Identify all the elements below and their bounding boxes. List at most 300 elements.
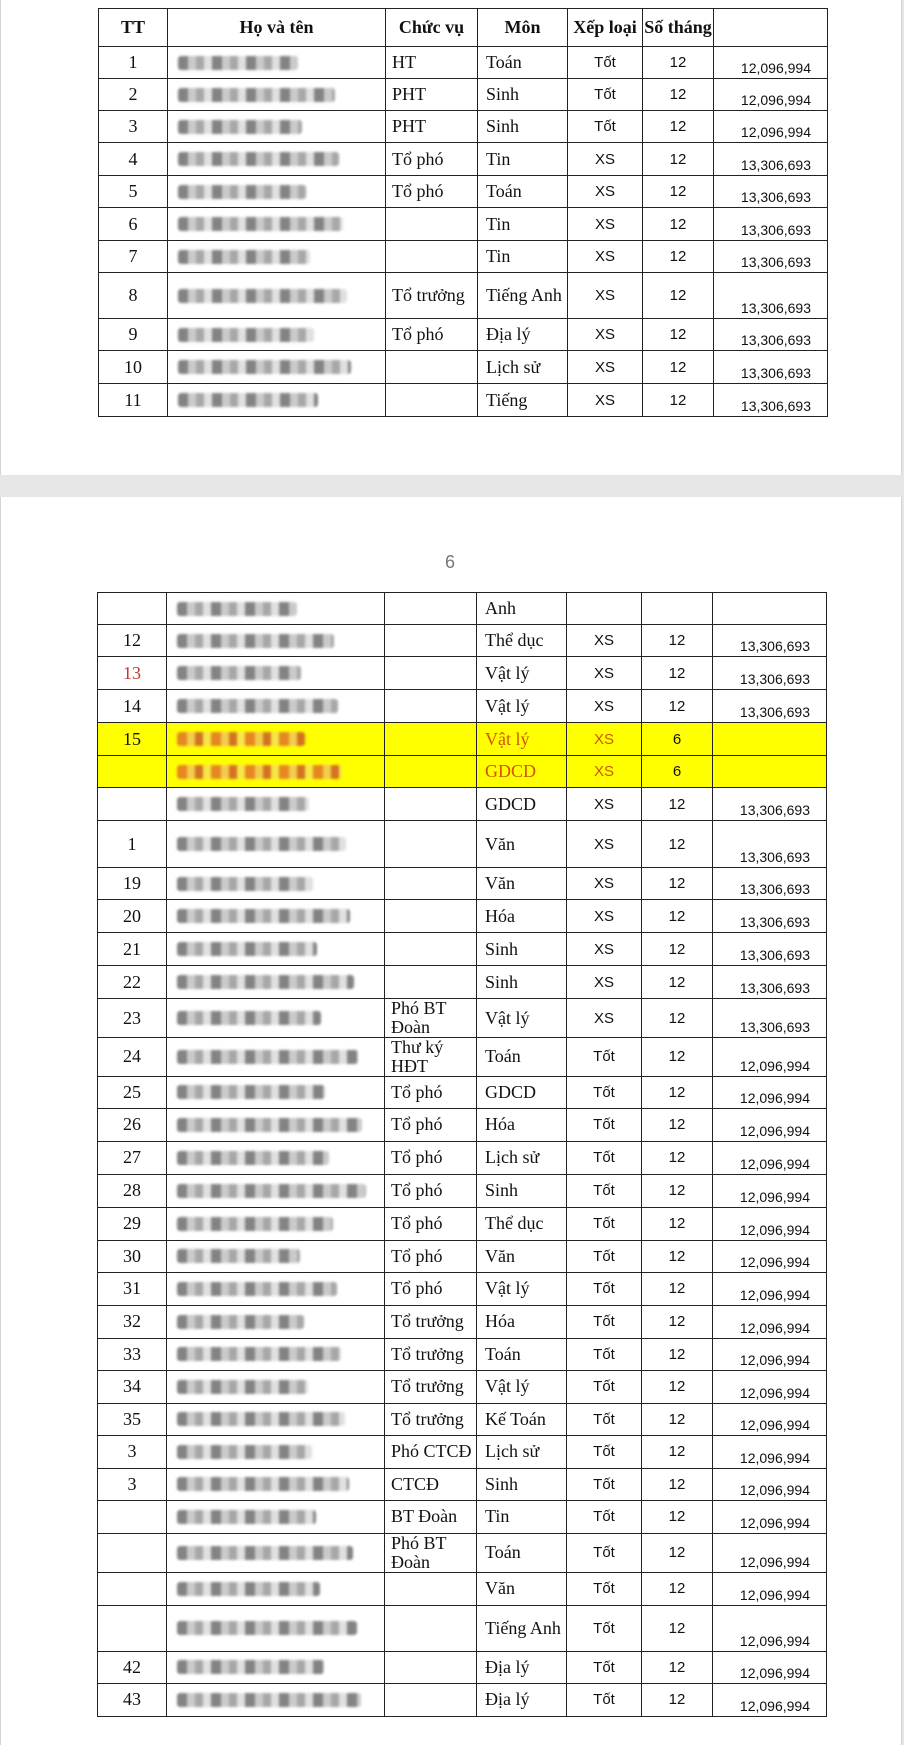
rating-cell: XS bbox=[568, 273, 643, 319]
row-number: 43 bbox=[98, 1683, 167, 1716]
amount-cell: 12,096,994 bbox=[713, 1500, 827, 1533]
rating-cell: XS bbox=[567, 756, 642, 788]
amount-cell: 12,096,994 bbox=[713, 1038, 827, 1077]
months-cell: 12 bbox=[643, 319, 714, 351]
redaction-blur bbox=[177, 1380, 308, 1394]
table-row bbox=[98, 1207, 827, 1240]
amount-cell: 13,306,693 bbox=[714, 176, 828, 208]
months-cell: 12 bbox=[642, 1683, 713, 1716]
rating-cell: Tốt bbox=[567, 1683, 642, 1716]
row-number: 20 bbox=[98, 900, 167, 933]
table-header-row bbox=[99, 9, 828, 47]
redaction-blur bbox=[177, 634, 334, 648]
amount-cell: 13,306,693 bbox=[713, 868, 827, 900]
redacted-name bbox=[168, 143, 386, 176]
table-row bbox=[98, 788, 827, 821]
table-row bbox=[98, 821, 827, 868]
amount-cell: 13,306,693 bbox=[713, 933, 827, 966]
subject-cell: Văn bbox=[477, 868, 567, 900]
position-cell: PHT bbox=[386, 111, 478, 143]
subject-cell: Tin bbox=[478, 143, 568, 176]
amount-cell: 12,096,994 bbox=[713, 1338, 827, 1370]
row-number: 10 bbox=[99, 351, 168, 384]
row-number: 1 bbox=[98, 821, 167, 868]
months-cell: 12 bbox=[642, 788, 713, 821]
redacted-name bbox=[168, 176, 386, 208]
position-cell bbox=[385, 625, 477, 657]
position-cell: BT Đoàn bbox=[385, 1500, 477, 1533]
redacted-name bbox=[167, 657, 385, 690]
subject-cell: Toán bbox=[477, 1038, 567, 1077]
months-cell: 12 bbox=[643, 351, 714, 384]
months-cell: 12 bbox=[643, 79, 714, 111]
redaction-blur bbox=[177, 1315, 304, 1329]
redacted-name bbox=[167, 625, 385, 657]
position-cell: Tổ phó bbox=[385, 1141, 477, 1174]
position-cell: Tổ trưởng bbox=[385, 1370, 477, 1403]
row-number: 6 bbox=[99, 208, 168, 241]
row-number: 35 bbox=[98, 1403, 167, 1435]
redacted-name bbox=[167, 1305, 385, 1338]
redacted-name bbox=[167, 1500, 385, 1533]
months-cell: 12 bbox=[643, 47, 714, 79]
months-cell: 12 bbox=[642, 1338, 713, 1370]
rating-cell: Tốt bbox=[567, 1338, 642, 1370]
redacted-name bbox=[167, 868, 385, 900]
subject-cell: Thể dục bbox=[477, 625, 567, 657]
amount-cell: 12,096,994 bbox=[713, 1240, 827, 1272]
rating-cell: Tốt bbox=[567, 1370, 642, 1403]
redaction-blur bbox=[177, 699, 338, 713]
redacted-name bbox=[167, 966, 385, 999]
subject-cell: Hóa bbox=[477, 1305, 567, 1338]
redacted-name bbox=[167, 1141, 385, 1174]
rating-cell: XS bbox=[567, 821, 642, 868]
rating-cell: Tốt bbox=[567, 1076, 642, 1108]
amount-cell: 12,096,994 bbox=[713, 1468, 827, 1500]
row-number: 3 bbox=[98, 1435, 167, 1468]
subject-cell: Toán bbox=[477, 1533, 567, 1572]
redacted-name bbox=[167, 821, 385, 868]
months-cell: 12 bbox=[642, 900, 713, 933]
redaction-blur bbox=[178, 250, 310, 264]
position-cell: Tổ trưởng bbox=[385, 1403, 477, 1435]
months-cell: 12 bbox=[643, 241, 714, 273]
table-row bbox=[98, 657, 827, 690]
position-cell: Tổ trưởng bbox=[385, 1305, 477, 1338]
table-row bbox=[99, 47, 828, 79]
page-number: 6 bbox=[444, 552, 455, 572]
redacted-name bbox=[168, 351, 386, 384]
rating-cell: XS bbox=[568, 176, 643, 208]
amount-cell: 13,306,693 bbox=[714, 384, 828, 417]
position-cell: Tổ phó bbox=[385, 1272, 477, 1305]
redaction-blur bbox=[177, 1582, 320, 1596]
redaction-blur bbox=[177, 1546, 353, 1560]
row-number: 3 bbox=[98, 1468, 167, 1500]
amount-cell bbox=[713, 593, 827, 625]
months-cell: 12 bbox=[642, 690, 713, 723]
redaction-blur bbox=[177, 1151, 329, 1165]
rating-cell: XS bbox=[567, 625, 642, 657]
table-row bbox=[98, 1572, 827, 1605]
amount-cell: 12,096,994 bbox=[714, 47, 828, 79]
rating-cell: XS bbox=[568, 241, 643, 273]
redacted-name bbox=[167, 1370, 385, 1403]
redacted-name bbox=[167, 933, 385, 966]
position-cell: HT bbox=[386, 47, 478, 79]
subject-cell: Địa lý bbox=[477, 1683, 567, 1716]
rating-cell: Tốt bbox=[567, 1403, 642, 1435]
header-name: Họ và tên bbox=[168, 9, 386, 47]
rating-cell: Tốt bbox=[568, 79, 643, 111]
redaction-blur bbox=[177, 1412, 345, 1426]
table-row bbox=[99, 208, 828, 241]
position-cell bbox=[385, 756, 477, 788]
subject-cell: Kế Toán bbox=[477, 1403, 567, 1435]
position-cell: Phó BT Đoàn bbox=[385, 1533, 477, 1572]
row-number bbox=[98, 1500, 167, 1533]
subject-cell: Vật lý bbox=[477, 999, 567, 1038]
rating-cell: XS bbox=[568, 351, 643, 384]
position-cell bbox=[386, 208, 478, 241]
redaction-blur bbox=[178, 56, 298, 70]
months-cell: 12 bbox=[642, 1403, 713, 1435]
rating-cell: Tốt bbox=[567, 1500, 642, 1533]
table-row bbox=[98, 1683, 827, 1716]
redaction-blur bbox=[177, 797, 309, 811]
amount-cell: 13,306,693 bbox=[713, 900, 827, 933]
position-cell: Tổ phó bbox=[385, 1174, 477, 1207]
table-row bbox=[98, 1240, 827, 1272]
amount-cell: 13,306,693 bbox=[713, 657, 827, 690]
redaction-blur bbox=[177, 1249, 300, 1263]
position-cell bbox=[385, 1605, 477, 1651]
table-row bbox=[99, 384, 828, 417]
row-number: 4 bbox=[99, 143, 168, 176]
months-cell: 12 bbox=[642, 1240, 713, 1272]
row-number: 2 bbox=[99, 79, 168, 111]
redacted-name bbox=[167, 1403, 385, 1435]
months-cell: 12 bbox=[643, 143, 714, 176]
position-cell: Phó BT Đoàn bbox=[385, 999, 477, 1038]
amount-cell: 12,096,994 bbox=[713, 1174, 827, 1207]
redaction-blur bbox=[177, 1660, 324, 1674]
redaction-blur bbox=[177, 1184, 366, 1198]
header-mon: Môn bbox=[478, 9, 568, 47]
position-cell: Phó CTCĐ bbox=[385, 1435, 477, 1468]
table-row bbox=[98, 868, 827, 900]
redaction-blur bbox=[178, 185, 306, 199]
table-row bbox=[98, 593, 827, 625]
rating-cell: Tốt bbox=[567, 1435, 642, 1468]
rating-cell: XS bbox=[567, 690, 642, 723]
position-cell bbox=[385, 593, 477, 625]
redaction-blur bbox=[177, 1621, 357, 1635]
rating-cell: XS bbox=[567, 657, 642, 690]
row-number: 3 bbox=[99, 111, 168, 143]
redacted-name bbox=[167, 1272, 385, 1305]
redaction-blur bbox=[177, 942, 317, 956]
row-number: 26 bbox=[98, 1108, 167, 1141]
table-row bbox=[98, 999, 827, 1038]
subject-cell: Sinh bbox=[477, 1174, 567, 1207]
table-row bbox=[98, 1651, 827, 1683]
months-cell: 12 bbox=[642, 1572, 713, 1605]
amount-cell: 13,306,693 bbox=[713, 999, 827, 1038]
subject-cell: Văn bbox=[477, 1572, 567, 1605]
months-cell: 12 bbox=[642, 999, 713, 1038]
subject-cell: Sinh bbox=[477, 933, 567, 966]
header-sothang: Số tháng bbox=[643, 9, 714, 47]
teacher-table-part-1 bbox=[98, 8, 828, 417]
position-cell: Thư ký HĐT bbox=[385, 1038, 477, 1077]
subject-cell: Tin bbox=[478, 241, 568, 273]
months-cell bbox=[642, 593, 713, 625]
table-row bbox=[98, 1533, 827, 1572]
row-number: 22 bbox=[98, 966, 167, 999]
position-cell: Tổ phó bbox=[385, 1076, 477, 1108]
months-cell: 12 bbox=[642, 1435, 713, 1468]
table-row bbox=[98, 966, 827, 999]
redaction-blur bbox=[178, 217, 343, 231]
amount-cell: 13,306,693 bbox=[714, 351, 828, 384]
subject-cell: Địa lý bbox=[478, 319, 568, 351]
subject-cell: Sinh bbox=[478, 79, 568, 111]
position-cell bbox=[385, 868, 477, 900]
rating-cell: Tốt bbox=[567, 1572, 642, 1605]
table-row bbox=[98, 1370, 827, 1403]
position-cell bbox=[385, 933, 477, 966]
table-row bbox=[98, 690, 827, 723]
row-number: 32 bbox=[98, 1305, 167, 1338]
position-cell bbox=[385, 966, 477, 999]
row-number: 24 bbox=[98, 1038, 167, 1077]
amount-cell: 13,306,693 bbox=[713, 690, 827, 723]
amount-cell: 12,096,994 bbox=[714, 79, 828, 111]
subject-cell: Hóa bbox=[477, 1108, 567, 1141]
months-cell: 12 bbox=[642, 1174, 713, 1207]
months-cell: 6 bbox=[642, 756, 713, 788]
rating-cell: Tốt bbox=[567, 1651, 642, 1683]
rating-cell: Tốt bbox=[567, 1174, 642, 1207]
document-page-1 bbox=[0, 0, 902, 475]
rating-cell: Tốt bbox=[567, 1207, 642, 1240]
rating-cell: XS bbox=[568, 143, 643, 176]
table-row bbox=[98, 900, 827, 933]
redacted-name bbox=[168, 79, 386, 111]
rating-cell: XS bbox=[568, 319, 643, 351]
subject-cell: Địa lý bbox=[477, 1651, 567, 1683]
redacted-name bbox=[167, 1240, 385, 1272]
rating-cell: Tốt bbox=[567, 1141, 642, 1174]
redacted-name bbox=[167, 690, 385, 723]
table-row bbox=[99, 176, 828, 208]
row-number bbox=[98, 593, 167, 625]
redacted-name bbox=[167, 1108, 385, 1141]
rating-cell: XS bbox=[567, 999, 642, 1038]
redacted-name bbox=[167, 1076, 385, 1108]
position-cell bbox=[385, 1651, 477, 1683]
table-row bbox=[98, 1076, 827, 1108]
months-cell: 12 bbox=[642, 1305, 713, 1338]
months-cell: 12 bbox=[642, 1141, 713, 1174]
row-number: 23 bbox=[98, 999, 167, 1038]
subject-cell: Vật lý bbox=[477, 723, 567, 756]
amount-cell: 13,306,693 bbox=[713, 625, 827, 657]
amount-cell: 13,306,693 bbox=[714, 143, 828, 176]
table-row bbox=[99, 143, 828, 176]
redaction-blur bbox=[177, 1050, 358, 1064]
redaction-blur bbox=[177, 1693, 361, 1707]
row-number: 14 bbox=[98, 690, 167, 723]
position-cell: Tổ trưởng bbox=[385, 1338, 477, 1370]
table-row bbox=[98, 933, 827, 966]
table-row bbox=[98, 1141, 827, 1174]
months-cell: 12 bbox=[642, 1038, 713, 1077]
rating-cell: Tốt bbox=[567, 1038, 642, 1077]
row-number: 33 bbox=[98, 1338, 167, 1370]
table-row bbox=[98, 1435, 827, 1468]
redacted-name bbox=[168, 47, 386, 79]
subject-cell: Thể dục bbox=[477, 1207, 567, 1240]
amount-cell bbox=[713, 756, 827, 788]
table-row bbox=[98, 1338, 827, 1370]
subject-cell: Tiếng Anh bbox=[477, 1605, 567, 1651]
table-row bbox=[98, 1500, 827, 1533]
redacted-name bbox=[167, 723, 385, 756]
header-tt: TT bbox=[99, 9, 168, 47]
redacted-name bbox=[167, 1435, 385, 1468]
amount-cell: 13,306,693 bbox=[714, 319, 828, 351]
row-number: 28 bbox=[98, 1174, 167, 1207]
redaction-blur bbox=[178, 88, 335, 102]
position-cell bbox=[386, 351, 478, 384]
row-number bbox=[98, 756, 167, 788]
amount-cell: 12,096,994 bbox=[713, 1683, 827, 1716]
rating-cell: XS bbox=[567, 900, 642, 933]
subject-cell: Tiếng Anh bbox=[478, 273, 568, 319]
subject-cell: Toán bbox=[478, 176, 568, 208]
rating-cell: XS bbox=[568, 384, 643, 417]
amount-cell: 12,096,994 bbox=[713, 1403, 827, 1435]
row-number: 21 bbox=[98, 933, 167, 966]
subject-cell: GDCD bbox=[477, 1076, 567, 1108]
table-row bbox=[98, 1038, 827, 1077]
rating-cell: XS bbox=[567, 868, 642, 900]
months-cell: 12 bbox=[642, 1651, 713, 1683]
subject-cell: Văn bbox=[477, 1240, 567, 1272]
table-row bbox=[98, 1272, 827, 1305]
row-number bbox=[98, 1533, 167, 1572]
redacted-name bbox=[167, 1533, 385, 1572]
redaction-blur bbox=[177, 1085, 325, 1099]
redaction-blur bbox=[177, 1217, 333, 1231]
redaction-blur bbox=[178, 393, 318, 407]
row-number: 15 bbox=[98, 723, 167, 756]
subject-cell: Lịch sử bbox=[477, 1141, 567, 1174]
row-number: 34 bbox=[98, 1370, 167, 1403]
rating-cell: Tốt bbox=[568, 111, 643, 143]
row-number: 42 bbox=[98, 1651, 167, 1683]
months-cell: 12 bbox=[642, 933, 713, 966]
table-row bbox=[99, 111, 828, 143]
rating-cell: XS bbox=[568, 208, 643, 241]
redacted-name bbox=[167, 1605, 385, 1651]
months-cell: 12 bbox=[643, 208, 714, 241]
redaction-blur bbox=[177, 1477, 349, 1491]
row-number: 13 bbox=[98, 657, 167, 690]
months-cell: 12 bbox=[642, 1500, 713, 1533]
position-cell bbox=[385, 1572, 477, 1605]
redaction-blur bbox=[178, 152, 339, 166]
months-cell: 12 bbox=[642, 1272, 713, 1305]
redaction-blur bbox=[177, 666, 301, 680]
redaction-blur bbox=[177, 765, 342, 779]
table-row bbox=[99, 79, 828, 111]
position-cell bbox=[385, 1683, 477, 1716]
redacted-name bbox=[167, 593, 385, 625]
months-cell: 12 bbox=[642, 868, 713, 900]
redacted-name bbox=[167, 1174, 385, 1207]
amount-cell bbox=[713, 723, 827, 756]
redaction-blur bbox=[177, 1118, 362, 1132]
position-cell bbox=[385, 690, 477, 723]
row-number: 30 bbox=[98, 1240, 167, 1272]
months-cell: 12 bbox=[642, 1468, 713, 1500]
amount-cell: 13,306,693 bbox=[713, 788, 827, 821]
months-cell: 12 bbox=[642, 1605, 713, 1651]
subject-cell: Sinh bbox=[478, 111, 568, 143]
table-row bbox=[99, 273, 828, 319]
subject-cell: Vật lý bbox=[477, 657, 567, 690]
subject-cell: Tin bbox=[478, 208, 568, 241]
position-cell: Tổ phó bbox=[385, 1207, 477, 1240]
amount-cell: 13,306,693 bbox=[714, 273, 828, 319]
subject-cell: Toán bbox=[477, 1338, 567, 1370]
position-cell: CTCĐ bbox=[385, 1468, 477, 1500]
rating-cell: Tốt bbox=[567, 1240, 642, 1272]
redacted-name bbox=[167, 999, 385, 1038]
amount-cell: 12,096,994 bbox=[713, 1076, 827, 1108]
subject-cell: Tiếng bbox=[478, 384, 568, 417]
table-row bbox=[99, 351, 828, 384]
months-cell: 12 bbox=[643, 176, 714, 208]
row-number: 27 bbox=[98, 1141, 167, 1174]
rating-cell: Tốt bbox=[567, 1468, 642, 1500]
subject-cell: Vật lý bbox=[477, 1370, 567, 1403]
position-cell: Tổ phó bbox=[386, 143, 478, 176]
rating-cell: Tốt bbox=[568, 47, 643, 79]
subject-cell: Sinh bbox=[477, 966, 567, 999]
table-row bbox=[98, 1305, 827, 1338]
months-cell: 12 bbox=[642, 657, 713, 690]
position-cell: Tổ phó bbox=[386, 319, 478, 351]
row-number: 9 bbox=[99, 319, 168, 351]
redacted-name bbox=[167, 1572, 385, 1605]
amount-cell: 12,096,994 bbox=[713, 1605, 827, 1651]
position-cell bbox=[386, 241, 478, 273]
table-row bbox=[98, 625, 827, 657]
rating-cell: XS bbox=[567, 933, 642, 966]
months-cell: 12 bbox=[643, 111, 714, 143]
row-number: 5 bbox=[99, 176, 168, 208]
redacted-name bbox=[168, 319, 386, 351]
table-row bbox=[98, 1403, 827, 1435]
position-cell bbox=[385, 821, 477, 868]
subject-cell: GDCD bbox=[477, 756, 567, 788]
redaction-blur bbox=[178, 360, 351, 374]
